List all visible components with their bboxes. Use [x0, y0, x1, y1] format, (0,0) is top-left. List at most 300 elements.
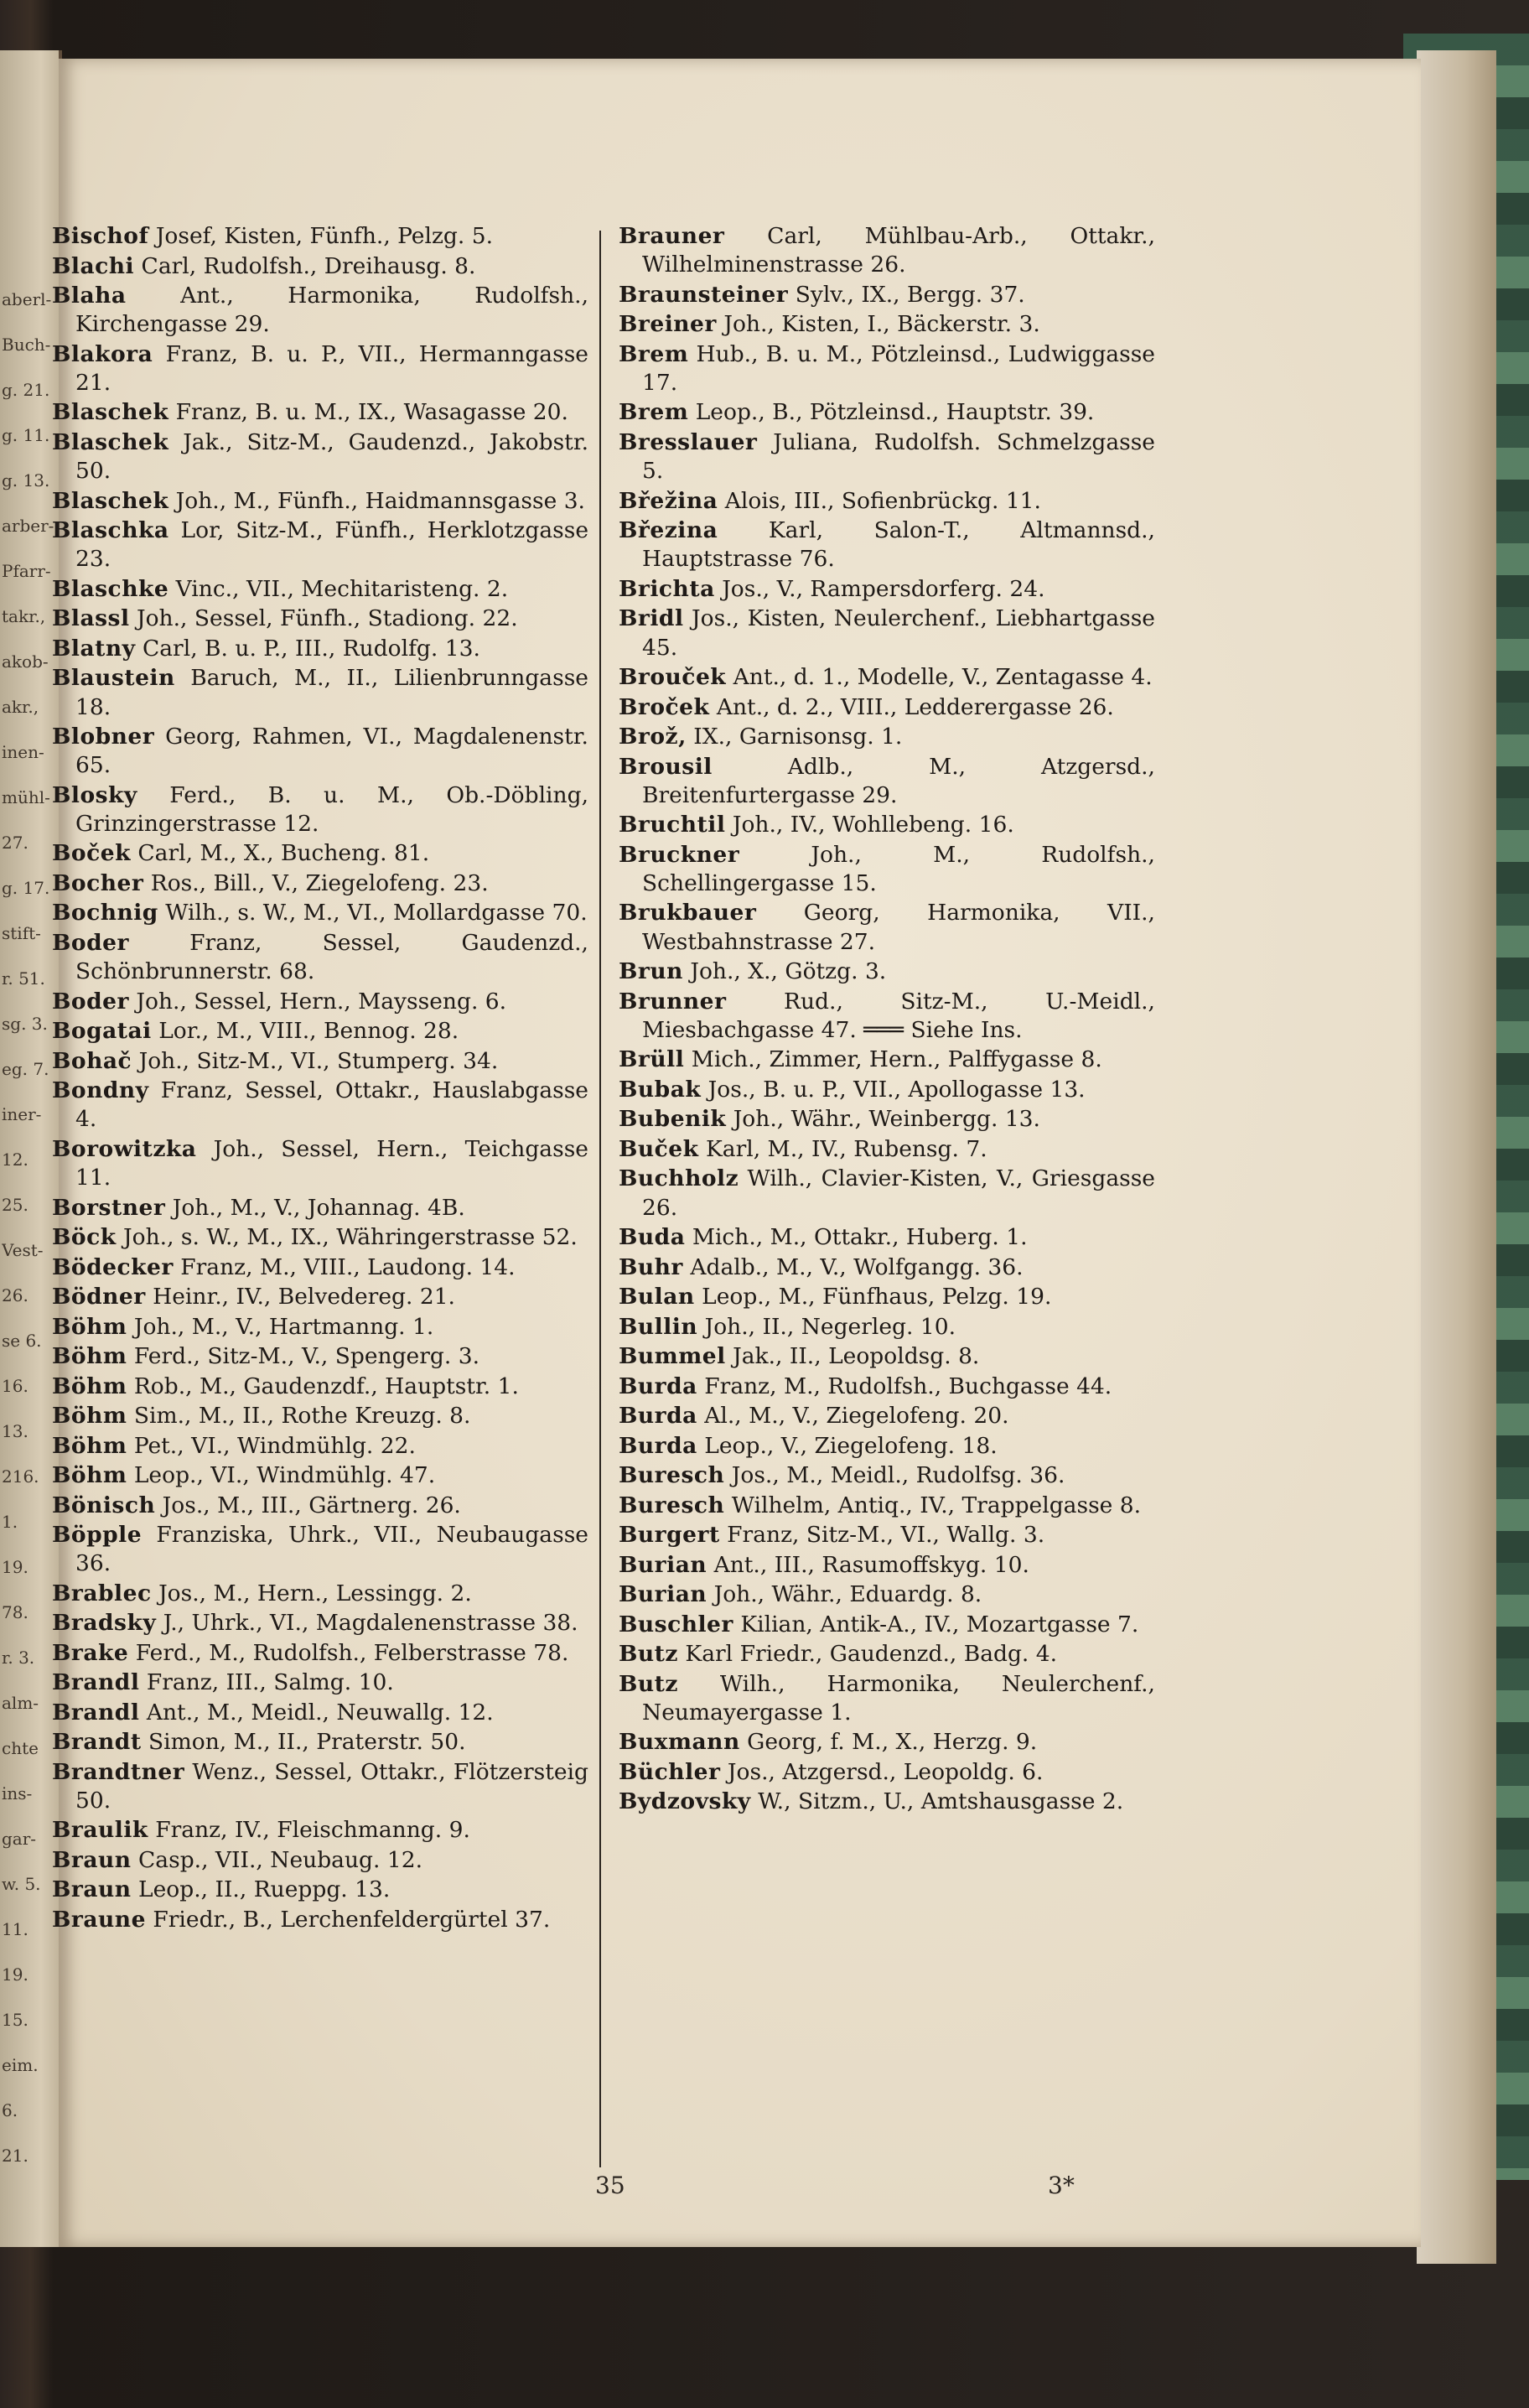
directory-entry	[52, 1313, 588, 1342]
entry-surname: Brablec	[52, 1580, 152, 1606]
entry-details: Jak., Sitz-M., Gaudenzd., Jakobstr. 50.	[75, 428, 588, 485]
column-divider	[599, 231, 601, 2167]
directory-entry	[619, 1788, 1155, 1816]
directory-entry	[52, 1639, 588, 1668]
entry-surname: Brem	[619, 340, 689, 367]
edge-fragment: inen-	[2, 742, 44, 762]
directory-entry	[52, 252, 588, 281]
entry-surname: Bochnig	[52, 900, 158, 926]
entry-surname: Braun	[52, 1846, 132, 1873]
edge-fragment: g. 21.	[2, 380, 50, 400]
directory-entry	[52, 1668, 588, 1697]
entry-details: Vinc., VII., Mechitaristeng. 2.	[175, 575, 509, 602]
directory-entry	[52, 1402, 588, 1430]
entry-details: Heinr., IV., Belvedereg. 21.	[153, 1284, 455, 1310]
entry-surname: Bogatai	[52, 1018, 152, 1045]
directory-entry	[619, 1342, 1155, 1371]
directory-entry	[52, 664, 588, 721]
directory-entry	[52, 1223, 588, 1252]
directory-entry	[52, 487, 588, 516]
entry-surname: Broček	[619, 693, 710, 720]
entry-details: Franz, B. u. M., IX., Wasagasse 20.	[175, 399, 568, 426]
entry-surname: Blaschke	[52, 575, 169, 602]
entry-details: Jos., M., III., Gärtnerg. 26.	[162, 1492, 461, 1518]
edge-fragment: g. 13.	[2, 470, 50, 490]
entry-details: Jos., Kisten, Neulerchenf., Liebhartgasse 45.	[642, 605, 1155, 661]
entry-details: Joh., s. W., M., IX., Währingerstrasse 52.	[123, 1224, 578, 1251]
entry-surname: Brouček	[619, 664, 727, 691]
entry-surname: Braune	[52, 1906, 146, 1933]
entry-details: Jos., V., Rampersdorferg. 24.	[722, 575, 1045, 602]
directory-entry	[52, 282, 588, 339]
entry-details: Carl, B. u. P., III., Rudolfg. 13.	[142, 635, 480, 662]
entry-surname: Buxmann	[619, 1729, 740, 1756]
entry-surname: Bruckner	[619, 841, 740, 868]
entry-details: Georg, Harmonika, VII., Westbahnstrasse 27.	[642, 900, 1155, 955]
directory-entry	[619, 1580, 1155, 1609]
edge-text-fragments	[2, 277, 54, 2178]
directory-entry	[619, 398, 1155, 427]
directory-entry	[52, 1728, 588, 1757]
entry-surname: Bischof	[52, 223, 149, 249]
entry-surname: Blobner	[52, 724, 155, 750]
edge-fragment: eim.	[2, 2055, 39, 2075]
entry-details: Leop., M., Fünfhaus, Pelzg. 19.	[702, 1284, 1052, 1310]
entry-details: Joh., Sessel, Hern., Teichgasse 11.	[75, 1135, 588, 1191]
entry-surname: Böhm	[52, 1462, 127, 1489]
entry-surname: Blassl	[52, 605, 130, 632]
edge-fragment: 27.	[2, 833, 29, 853]
edge-fragment: w. 5.	[2, 1874, 41, 1894]
entry-surname: Burda	[619, 1403, 697, 1430]
entry-surname: Büchler	[619, 1758, 721, 1785]
entry-details: Carl, Mühlbau-Arb., Ottakr., Wilhelminenstrasse 26.	[642, 223, 1155, 278]
entry-surname: Buček	[619, 1135, 699, 1162]
entry-details: Joh., IV., Wohllebeng. 16.	[732, 812, 1014, 838]
edge-fragment: 6.	[2, 2100, 18, 2120]
directory-entry	[619, 340, 1155, 397]
entry-surname: Braulik	[52, 1817, 148, 1844]
edge-fragment: Vest-	[2, 1240, 44, 1260]
entry-details: Pet., VI., Windmühlg. 22.	[133, 1432, 416, 1459]
entry-surname: Brukbauer	[619, 900, 757, 926]
directory-entry	[619, 957, 1155, 986]
directory-entry	[52, 516, 588, 573]
directory-entry	[52, 1492, 588, 1520]
edge-fragment: 12.	[2, 1150, 29, 1170]
signature-mark: 3*	[1048, 2172, 1075, 2199]
entry-surname: Bubenik	[619, 1106, 727, 1133]
entry-details: Simon, M., II., Praterstr. 50.	[148, 1729, 466, 1756]
entry-surname: Bridl	[619, 605, 684, 632]
entry-surname: Bummel	[619, 1343, 726, 1370]
entry-surname: Brauner	[619, 223, 725, 249]
entry-details: Ant., d. 1., Modelle, V., Zentagasse 4.	[733, 664, 1153, 691]
entry-surname: Bönisch	[52, 1492, 156, 1518]
entry-details: Joh., II., Negerleg. 10.	[704, 1313, 956, 1340]
directory-entry	[52, 1816, 588, 1845]
entry-details: Ant., d. 2., VIII., Ledderergasse 26.	[716, 693, 1114, 720]
entry-details: IX., Garnisonsg. 1.	[693, 724, 903, 750]
entry-details: Joh., M., V., Hartmanng. 1.	[133, 1313, 434, 1340]
entry-surname: Brandtner	[52, 1758, 185, 1785]
entry-details: Georg, f. M., X., Herzg. 9.	[747, 1729, 1038, 1756]
directory-entry	[619, 1402, 1155, 1430]
entry-surname: Böhm	[52, 1403, 127, 1430]
entry-details: Sylv., IX., Bergg. 37.	[795, 281, 1025, 308]
entry-details: Carl, Rudolfsh., Dreihausg. 8.	[141, 252, 476, 279]
directory-entry	[619, 1373, 1155, 1401]
page-number: 35	[595, 2172, 625, 2199]
entry-details: Ferd., B. u. M., Ob.-Döbling, Grinzingerstrasse 12.	[75, 781, 588, 837]
entry-surname: Burgert	[619, 1522, 720, 1549]
entry-surname: Braunsteiner	[619, 281, 789, 308]
entry-surname: Brandt	[52, 1729, 142, 1756]
entry-details: Wilh., Clavier-Kisten, V., Griesgasse 26.	[642, 1165, 1155, 1221]
edge-fragment: takr.,	[2, 606, 46, 626]
directory-entry	[619, 428, 1155, 485]
entry-surname: Blaha	[52, 283, 127, 309]
edge-fragment: sg. 3.	[2, 1014, 48, 1034]
directory-entry	[619, 516, 1155, 573]
directory-entry	[619, 1432, 1155, 1461]
entry-surname: Bradsky	[52, 1610, 157, 1637]
entry-surname: Buchholz	[619, 1165, 739, 1192]
entry-details: Jos., M., Meidl., Rudolfsg. 36.	[731, 1462, 1065, 1489]
entry-surname: Butz	[619, 1670, 678, 1697]
entry-details: Franz, Sitz-M., VI., Wallg. 3.	[727, 1522, 1045, 1549]
entry-surname: Brousil	[619, 753, 713, 780]
entry-surname: Blosky	[52, 781, 137, 808]
entry-details: Ant., M., Meidl., Neuwallg. 12.	[146, 1699, 494, 1726]
entry-surname: Blakora	[52, 340, 153, 367]
directory-entry	[52, 1253, 588, 1282]
directory-entry	[619, 1492, 1155, 1520]
edge-fragment: ins-	[2, 1783, 33, 1803]
entry-details: Ferd., Sitz-M., V., Spengerg. 3.	[133, 1343, 480, 1370]
entry-details: Joh., M., Fünfh., Haidmannsgasse 3.	[175, 487, 585, 514]
entry-surname: Bresslauer	[619, 428, 758, 455]
entry-details: Franz, III., Salmg. 10.	[146, 1669, 394, 1696]
entry-surname: Buresch	[619, 1492, 725, 1518]
directory-entry	[619, 1135, 1155, 1164]
entry-surname: Březina	[619, 517, 718, 544]
directory-entry	[619, 1670, 1155, 1727]
entry-surname: Brem	[619, 399, 689, 426]
directory-entry	[52, 1580, 588, 1608]
directory-entry	[52, 1342, 588, 1371]
directory-entry	[619, 1046, 1155, 1074]
edge-fragment: 26.	[2, 1285, 29, 1305]
entry-surname: Brandl	[52, 1669, 140, 1696]
edge-fragment: 13.	[2, 1421, 29, 1441]
entry-surname: Brichta	[619, 575, 715, 602]
entry-surname: Bulan	[619, 1284, 695, 1310]
entry-details: Leop., B., Pötzleinsd., Hauptstr. 39.	[695, 399, 1095, 426]
directory-entry	[52, 1906, 588, 1934]
directory-entry	[52, 839, 588, 868]
page-block-edge	[1417, 50, 1496, 2264]
entry-details: Franz, M., Rudolfsh., Buchgasse 44.	[704, 1373, 1112, 1399]
directory-entry	[619, 1728, 1155, 1757]
directory-entry	[619, 1551, 1155, 1580]
edge-fragment: arber-	[2, 516, 54, 536]
entry-surname: Brož,	[619, 724, 687, 750]
entry-details: Joh., Währ., Eduardg. 8.	[713, 1581, 982, 1608]
entry-details: Rud., Sitz-M., U.-Meidl., Miesbachgasse 47. ═══ Siehe Ins.	[642, 988, 1155, 1043]
directory-entry	[52, 1846, 588, 1875]
directory-entry	[52, 988, 588, 1016]
entry-surname: Blaustein	[52, 665, 175, 692]
entry-details: Kilian, Antik-A., IV., Mozartgasse 7.	[740, 1611, 1139, 1637]
entry-surname: Blaschka	[52, 517, 169, 544]
edge-fragment: mühl-	[2, 787, 50, 807]
directory-entry	[52, 1521, 588, 1578]
directory-entry	[619, 605, 1155, 662]
entry-details: Ant., III., Rasumoffskyg. 10.	[713, 1551, 1029, 1578]
entry-details: Franz, M., VIII., Laudong. 14.	[180, 1253, 516, 1280]
directory-entry	[52, 605, 588, 633]
edge-fragment: aberl-	[2, 289, 52, 309]
directory-entry	[52, 222, 588, 251]
edge-fragment: 15.	[2, 2010, 29, 2030]
entry-surname: Brüll	[619, 1046, 685, 1073]
entry-surname: Burda	[619, 1432, 697, 1459]
directory-entry	[52, 340, 588, 397]
entry-details: Adalb., M., V., Wolfgangg. 36.	[690, 1253, 1024, 1280]
entry-details: Karl, M., IV., Rubensg. 7.	[705, 1135, 987, 1162]
directory-entry	[619, 988, 1155, 1045]
directory-entry	[52, 1432, 588, 1461]
edge-fragment: gar-	[2, 1829, 37, 1849]
entry-surname: Bödner	[52, 1284, 146, 1310]
entry-surname: Brandl	[52, 1699, 140, 1726]
entry-details: Leop., VI., Windmühlg. 47.	[133, 1462, 436, 1489]
entry-details: Georg, Rahmen, VI., Magdalenenstr. 65.	[75, 724, 588, 779]
entry-surname: Bondny	[52, 1077, 149, 1104]
edge-fragment: 78.	[2, 1602, 29, 1622]
directory-entry	[52, 428, 588, 485]
directory-entry	[619, 1223, 1155, 1252]
entry-details: Adlb., M., Atzgersd., Breitenfurtergasse 29.	[642, 753, 1155, 808]
directory-entry	[619, 753, 1155, 810]
entry-details: Jak., II., Leopoldsg. 8.	[733, 1343, 980, 1370]
edge-fragment: 19.	[2, 1964, 29, 1985]
entry-surname: Bubak	[619, 1076, 702, 1103]
edge-fragment: g. 11.	[2, 425, 50, 445]
entry-surname: Breiner	[619, 311, 717, 338]
directory-entry	[52, 1047, 588, 1076]
entry-details: Joh., Sitz-M., VI., Stumperg. 34.	[138, 1047, 499, 1074]
entry-surname: Böck	[52, 1224, 117, 1251]
edge-fragment: Pfarr-	[2, 561, 51, 581]
entry-surname: Bocher	[52, 869, 144, 896]
directory-entry	[52, 899, 588, 927]
edge-fragment: alm-	[2, 1693, 39, 1713]
entry-surname: Böhm	[52, 1313, 127, 1340]
directory-entry	[619, 693, 1155, 722]
edge-fragment: iner-	[2, 1104, 42, 1124]
entry-surname: Burda	[619, 1373, 697, 1399]
entry-surname: Brun	[619, 958, 683, 985]
entry-surname: Burian	[619, 1551, 707, 1578]
entry-surname: Böpple	[52, 1522, 143, 1549]
right-column	[619, 222, 1155, 1818]
entry-details: Josef, Kisten, Fünfh., Pelzg. 5.	[155, 223, 494, 249]
entry-surname: Boder	[52, 988, 129, 1015]
edge-fragment: Buch-	[2, 335, 51, 355]
entry-details: Baruch, M., II., Lilienbrunngasse 18.	[75, 665, 588, 720]
entry-surname: Brunner	[619, 988, 727, 1015]
entry-details: Jos., B. u. P., VII., Apollogasse 13.	[707, 1076, 1086, 1103]
directory-entry	[52, 723, 588, 780]
directory-entry	[619, 222, 1155, 279]
edge-fragment: 21.	[2, 2146, 29, 2166]
entry-details: Leop., II., Rueppg. 13.	[138, 1876, 391, 1903]
entry-surname: Böhm	[52, 1373, 127, 1399]
entry-details: Jos., M., Hern., Lessingg. 2.	[158, 1580, 472, 1606]
entry-details: Wilhelm, Antiq., IV., Trappelgasse 8.	[731, 1492, 1142, 1518]
entry-details: Leop., V., Ziegelofeng. 18.	[704, 1432, 998, 1459]
edge-fragment: r. 3.	[2, 1648, 35, 1668]
directory-entry	[619, 1640, 1155, 1668]
entry-surname: Blatny	[52, 635, 136, 662]
entry-surname: Buschler	[619, 1611, 733, 1637]
entry-surname: Blaschek	[52, 487, 169, 514]
directory-entry	[52, 929, 588, 986]
directory-entry	[619, 1313, 1155, 1342]
directory-entry	[52, 781, 588, 838]
entry-details: Alois, III., Sofienbrückg. 11.	[724, 487, 1041, 514]
directory-entry	[619, 1758, 1155, 1787]
edge-fragment: 16.	[2, 1376, 29, 1396]
entry-details: Joh., Währ., Weinbergg. 13.	[733, 1106, 1040, 1133]
directory-entry	[619, 310, 1155, 339]
directory-entry	[619, 1283, 1155, 1311]
edge-fragment: akob-	[2, 651, 49, 672]
entry-details: Rob., M., Gaudenzdf., Hauptstr. 1.	[133, 1373, 519, 1399]
entry-details: Casp., VII., Neubaug. 12.	[138, 1846, 422, 1873]
edge-fragment: g. 17.	[2, 878, 50, 898]
entry-details: Franz, B. u. P., VII., Hermanngasse 21.	[75, 340, 588, 396]
edge-fragment: 25.	[2, 1195, 29, 1215]
entry-surname: Buhr	[619, 1253, 683, 1280]
directory-entry	[52, 1194, 588, 1222]
directory-entry	[619, 1253, 1155, 1282]
entry-details: Al., M., V., Ziegelofeng. 20.	[704, 1403, 1009, 1430]
edge-fragment: r. 51.	[2, 968, 45, 989]
entry-surname: Bullin	[619, 1313, 698, 1340]
directory-entry	[619, 1461, 1155, 1490]
directory-entry	[52, 1283, 588, 1311]
directory-entry	[52, 398, 588, 427]
directory-entry	[52, 1461, 588, 1490]
directory-entry	[619, 663, 1155, 692]
entry-details: Joh., Sessel, Hern., Mayssеng. 6.	[136, 988, 507, 1015]
entry-details: Karl, Salon-T., Altmannsd., Hauptstrasse 76.	[642, 517, 1155, 573]
entry-details: Franz, IV., Fleischmanng. 9.	[155, 1817, 470, 1844]
entry-details: Mich., Zimmer, Hern., Palffygasse 8.	[691, 1046, 1102, 1073]
entry-details: Jos., Atzgersd., Leopoldg. 6.	[727, 1758, 1044, 1785]
entry-details: Wilh., Harmonika, Neulerchenf., Neumayergasse 1.	[642, 1670, 1155, 1726]
directory-entry	[619, 811, 1155, 839]
directory-entry	[619, 1105, 1155, 1134]
directory-entry	[52, 1876, 588, 1904]
entry-surname: Böhm	[52, 1432, 127, 1459]
directory-entry	[619, 575, 1155, 604]
directory-entry	[52, 1077, 588, 1134]
edge-fragment: chte	[2, 1738, 39, 1758]
directory-entry	[52, 869, 588, 898]
entry-details: Friedr., B., Lerchenfeldergürtel 37.	[153, 1906, 551, 1933]
entry-surname: Blaschek	[52, 399, 169, 426]
entry-details: Carl, M., X., Bucheng. 81.	[137, 840, 430, 867]
entry-details: J., Uhrk., VI., Magdalenenstrasse 38.	[163, 1610, 578, 1637]
entry-details: Ferd., M., Rudolfsh., Felberstrasse 78.	[135, 1639, 569, 1666]
entry-details: Sim., M., II., Rothe Kreuzg. 8.	[133, 1403, 471, 1430]
entry-details: Ros., Bill., V., Ziegelofeng. 23.	[150, 869, 489, 896]
directory-entry	[619, 841, 1155, 898]
entry-details: Juliana, Rudolfsh. Schmelzgasse 5.	[642, 428, 1155, 485]
entry-surname: Blaschek	[52, 428, 169, 455]
directory-entry	[619, 899, 1155, 956]
entry-surname: Bruchtil	[619, 812, 726, 838]
directory-entry	[619, 487, 1155, 516]
left-column	[52, 222, 588, 1935]
entry-details: Karl Friedr., Gaudenzd., Badg. 4.	[685, 1641, 1058, 1668]
entry-details: Wilh., s. W., M., VI., Mollardgasse 70.	[165, 900, 588, 926]
entry-surname: Butz	[619, 1641, 678, 1668]
entry-surname: Buresch	[619, 1462, 725, 1489]
entry-surname: Boder	[52, 929, 129, 956]
entry-surname: Boček	[52, 840, 131, 867]
entry-details: Lor, Sitz-M., Fünfh., Herklotzgasse 23.	[75, 517, 588, 573]
directory-entry	[52, 1017, 588, 1046]
directory-page	[52, 59, 1421, 2247]
entry-surname: Bödecker	[52, 1253, 174, 1280]
entry-details: Lor., M., VIII., Bennog. 28.	[158, 1018, 459, 1045]
directory-entry	[619, 1076, 1155, 1104]
entry-surname: Brake	[52, 1639, 129, 1666]
edge-fragment: 11.	[2, 1919, 29, 1939]
entry-surname: Bydzovsky	[619, 1788, 751, 1815]
entry-surname: Blachi	[52, 252, 135, 279]
entry-surname: Borowitzka	[52, 1135, 197, 1162]
entry-details: Franz, Sessel, Ottakr., Hauslabgasse 4.	[75, 1077, 588, 1133]
directory-entry	[52, 1373, 588, 1401]
entry-details: Joh., Kisten, I., Bäckerstr. 3.	[723, 311, 1040, 338]
directory-entry	[52, 1135, 588, 1192]
entry-surname: Braun	[52, 1876, 132, 1903]
directory-entry	[52, 1758, 588, 1815]
entry-surname: Břežina	[619, 487, 718, 514]
entry-details: Franziska, Uhrk., VII., Neubaugasse 36.	[75, 1522, 588, 1577]
directory-entry	[619, 1165, 1155, 1222]
edge-fragment: akr.,	[2, 697, 39, 717]
directory-entry	[52, 1699, 588, 1727]
entry-details: W., Sitzm., U., Amtshausgasse 2.	[758, 1788, 1124, 1815]
edge-fragment: 1.	[2, 1512, 18, 1532]
entry-details: Mich., M., Ottakr., Huberg. 1.	[692, 1224, 1028, 1251]
entry-details: Joh., X., Götzg. 3.	[690, 958, 887, 985]
directory-entry	[52, 575, 588, 604]
entry-details: Joh., M., Rudolfsh., Schellingergasse 15.	[642, 841, 1155, 896]
entry-details: Wenz., Sessel, Ottakr., Flötzersteig 50.	[75, 1758, 588, 1814]
edge-fragment: 19.	[2, 1557, 29, 1577]
edge-fragment: 216.	[2, 1466, 39, 1487]
edge-fragment: eg. 7.	[2, 1059, 49, 1079]
directory-entry	[619, 281, 1155, 309]
